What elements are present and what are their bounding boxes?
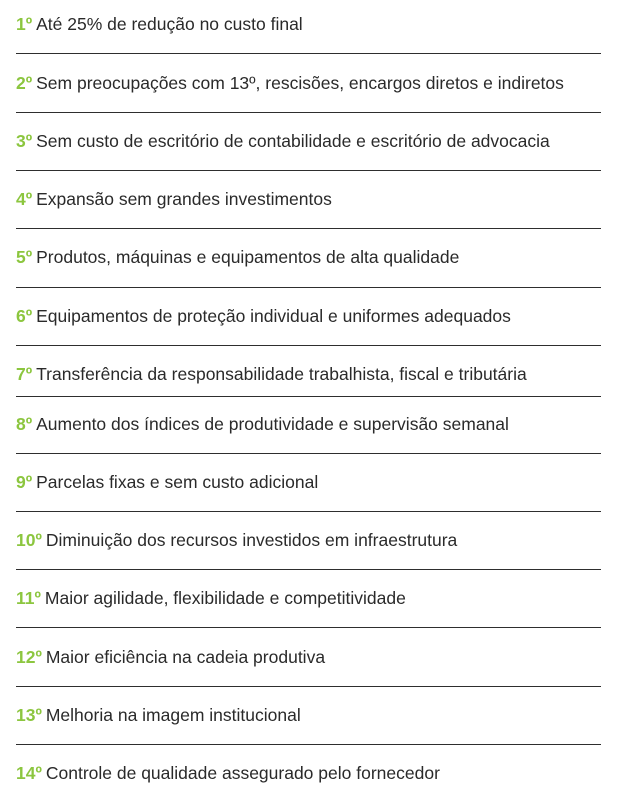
item-text: Sem custo de escritório de contabilidade e escritório de advocacia [36, 131, 550, 151]
item-number: 11º [16, 588, 41, 608]
item-number: 14º [16, 763, 42, 783]
divider [16, 569, 601, 570]
list-item [16, 303, 604, 329]
divider [16, 53, 601, 54]
list-item [16, 411, 604, 437]
item-number: 4º [16, 189, 33, 209]
divider [16, 511, 601, 512]
item-text: Expansão sem grandes investimentos [36, 189, 332, 209]
divider [16, 744, 601, 745]
item-text: Diminuição dos recursos investidos em infraestrutura [45, 530, 458, 550]
item-text: Produtos, máquinas e equipamentos de alta qualidade [36, 247, 460, 267]
item-text: Parcelas fixas e sem custo adicional [36, 472, 319, 492]
item-number: 1º [16, 14, 33, 34]
item-number: 5º [16, 247, 33, 267]
item-text: Equipamentos de proteção individual e uniformes adequados [36, 306, 511, 326]
list-item [16, 585, 604, 611]
list-item [16, 186, 604, 212]
list-item [16, 644, 604, 670]
list-item [16, 361, 604, 387]
item-text: Até 25% de redução no custo final [36, 14, 303, 34]
divider [16, 345, 601, 346]
item-number: 3º [16, 131, 33, 151]
list-item [16, 11, 604, 37]
list-item [16, 760, 604, 786]
item-text: Aumento dos índices de produtividade e supervisão semanal [36, 414, 509, 434]
item-text: Maior agilidade, flexibilidade e competitividade [44, 588, 406, 608]
divider [16, 396, 601, 397]
item-number: 6º [16, 306, 33, 326]
item-number: 7º [16, 364, 33, 384]
divider [16, 112, 601, 113]
divider [16, 627, 601, 628]
item-text: Controle de qualidade assegurado pelo fornecedor [45, 763, 440, 783]
list-item [16, 244, 604, 270]
divider [16, 453, 601, 454]
divider [16, 228, 601, 229]
divider [16, 287, 601, 288]
list-item [16, 469, 604, 495]
item-number: 12º [16, 647, 42, 667]
item-text: Melhoria na imagem institucional [45, 705, 301, 725]
list-item [16, 527, 604, 553]
item-text: Sem preocupações com 13º, rescisões, encargos diretos e indiretos [36, 73, 564, 93]
list-item [16, 702, 604, 728]
divider [16, 170, 601, 171]
item-number: 13º [16, 705, 42, 725]
item-number: 2º [16, 73, 33, 93]
item-text: Maior eficiência na cadeia produtiva [45, 647, 326, 667]
item-number: 10º [16, 530, 42, 550]
item-text: Transferência da responsabilidade trabalhista, fiscal e tributária [36, 364, 527, 384]
item-number: 8º [16, 414, 33, 434]
list-item [16, 128, 604, 154]
item-number: 9º [16, 472, 33, 492]
divider [16, 686, 601, 687]
list-item [16, 70, 604, 96]
